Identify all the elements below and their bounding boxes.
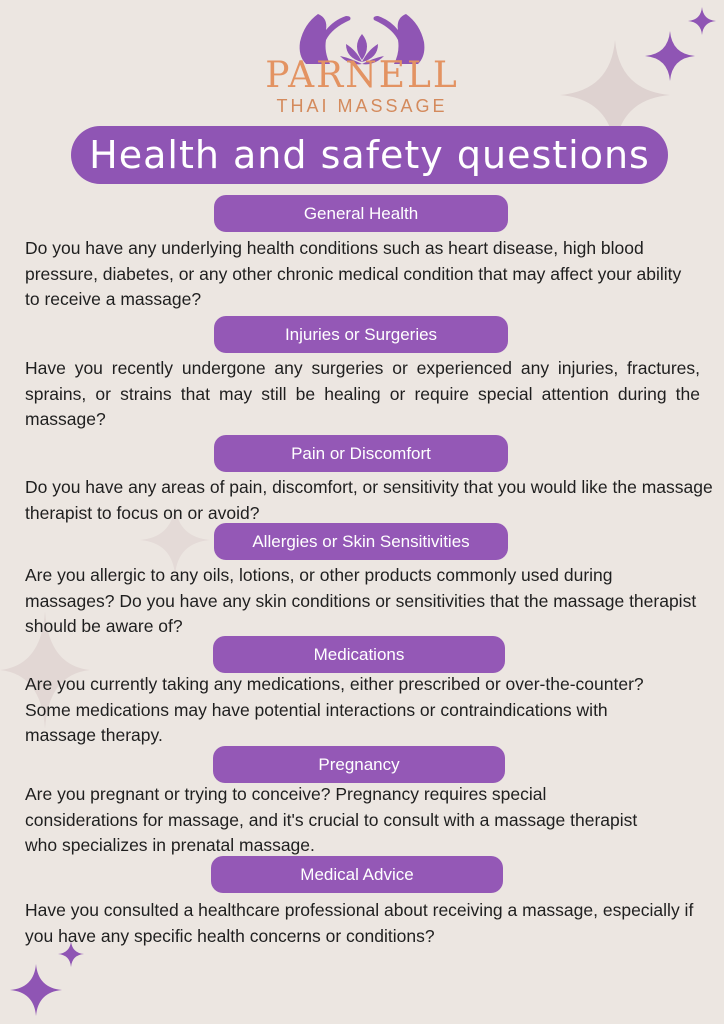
section-text-injuries: Have you recently undergone any surgeries or experienced any injuries, fractures, sprains, or strains that may still be healing or require special attention during the massage?	[25, 358, 700, 429]
section-heading-pregnancy: Pregnancy	[213, 746, 505, 783]
section-heading-allergies: Allergies or Skin Sensitivities	[214, 523, 508, 560]
section-text-general-health: Do you have any underlying health conditions such as heart disease, high blood pressure, diabetes, or any other chronic medical condition that may affect your ability to receive a massage?	[25, 238, 682, 309]
section-heading-medications: Medications	[213, 636, 505, 673]
section-heading-general-health: General Health	[214, 195, 508, 232]
section-heading-pain: Pain or Discomfort	[214, 435, 508, 472]
sparkle-bottom-left-icon	[10, 962, 62, 1018]
section-text-pregnancy: Are you pregnant or trying to conceive? Pregnancy requires special considerations for massage, and it's crucial to consult with a massage therapist who specializes in prenatal massage.	[25, 784, 638, 855]
brand-name: PARNELL	[265, 55, 459, 96]
section-text-pain: Do you have any areas of pain, discomfort, or sensitivity that you would like the massage therapist to focus on or avoid?	[25, 477, 713, 523]
section-heading-medical-advice: Medical Advice	[211, 856, 503, 893]
page-title: Health and safety questions	[71, 126, 668, 184]
section-text-allergies: Are you allergic to any oils, lotions, or other products commonly used during massages? Do you have any skin conditions or sensitivities that the massage therapist should be aware of?	[25, 565, 697, 636]
brand-subtitle: THAI MASSAGE	[276, 96, 448, 116]
section-heading-injuries: Injuries or Surgeries	[214, 316, 508, 353]
section-text-medical-advice: Have you consulted a healthcare professional about receiving a massage, especially if you have any specific health concerns or conditions?	[25, 900, 694, 946]
section-text-medications: Are you currently taking any medications, either prescribed or over-the-counter? Some medications may have potential interactions or contraindications with massage therapy.	[25, 674, 644, 745]
